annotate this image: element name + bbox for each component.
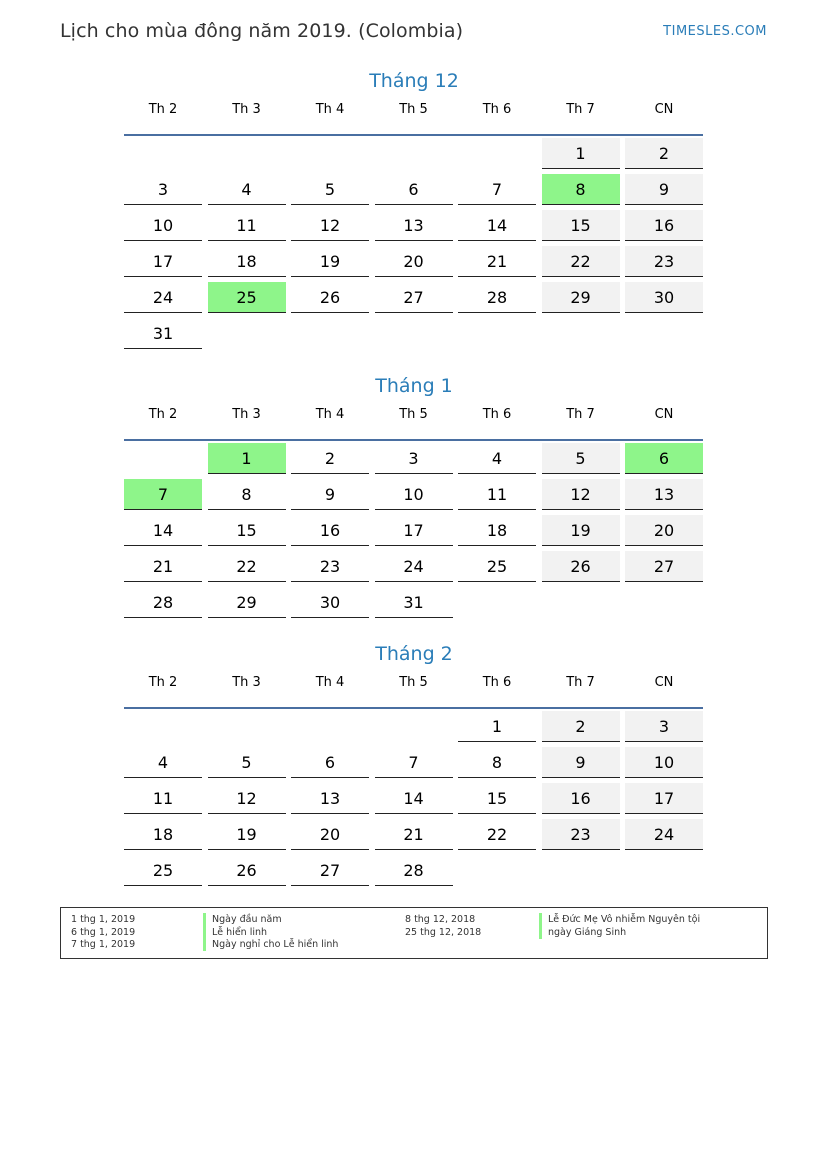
weekday-label: Th 6	[482, 407, 512, 422]
day-cell[interactable]: 17	[625, 783, 703, 814]
day-cell[interactable]: 4	[124, 747, 202, 778]
day-cell[interactable]: 13	[291, 783, 369, 814]
weekday-label: Th 2	[148, 102, 178, 117]
weekday-label: Th 2	[148, 407, 178, 422]
weekday-label: Th 7	[566, 102, 595, 117]
day-cell[interactable]: 22	[208, 551, 286, 582]
day-cell[interactable]: 10	[124, 210, 202, 241]
day-cell[interactable]: 7	[375, 747, 453, 778]
day-cell[interactable]: 6	[291, 747, 369, 778]
day-cell[interactable]: 21	[458, 246, 536, 277]
weekday-label: Th 7	[566, 675, 595, 690]
day-cell[interactable]: 14	[375, 783, 453, 814]
day-cell[interactable]: 13	[625, 479, 703, 510]
day-cell[interactable]: 18	[124, 819, 202, 850]
month-calendar	[124, 68, 704, 343]
day-cell[interactable]: 15	[542, 210, 620, 241]
weekday-header	[124, 407, 704, 437]
weekday-label: Th 5	[399, 102, 428, 117]
page-title: Lịch cho mùa đông năm 2019. (Colombia)	[60, 20, 464, 42]
day-cell[interactable]: 16	[625, 210, 703, 241]
day-cell[interactable]: 2	[291, 443, 369, 474]
weekday-label: Th 5	[399, 407, 428, 422]
day-cell[interactable]: 30	[625, 282, 703, 313]
legend-holiday-name: ngày Giáng Sinh	[539, 926, 626, 939]
day-cell[interactable]: 1	[542, 138, 620, 169]
day-cell[interactable]: 17	[375, 515, 453, 546]
brand-logo[interactable]: TIMESLES.COM	[663, 24, 767, 39]
weekday-label: CN	[654, 675, 674, 690]
day-cell[interactable]: 13	[375, 210, 453, 241]
day-cell[interactable]: 14	[458, 210, 536, 241]
day-cell[interactable]: 3	[625, 711, 703, 742]
day-cell[interactable]: 16	[542, 783, 620, 814]
day-cell[interactable]: 5	[208, 747, 286, 778]
header-divider	[124, 707, 703, 709]
weekday-label: Th 6	[482, 102, 512, 117]
day-cell[interactable]: 27	[625, 551, 703, 582]
day-cell[interactable]: 28	[124, 587, 202, 618]
day-cell[interactable]: 27	[375, 282, 453, 313]
month-title: Tháng 2	[375, 643, 453, 665]
month-title: Tháng 12	[369, 70, 459, 92]
day-cell[interactable]: 4	[458, 443, 536, 474]
day-cell[interactable]: 12	[208, 783, 286, 814]
day-cell[interactable]: 29	[542, 282, 620, 313]
day-cell[interactable]: 23	[291, 551, 369, 582]
day-cell[interactable]: 8	[458, 747, 536, 778]
day-cell[interactable]: 10	[625, 747, 703, 778]
day-cell[interactable]: 19	[208, 819, 286, 850]
day-cell[interactable]: 17	[124, 246, 202, 277]
day-cell[interactable]: 11	[208, 210, 286, 241]
day-cell[interactable]: 5	[291, 174, 369, 205]
day-cell[interactable]: 3	[375, 443, 453, 474]
weekday-header	[124, 102, 704, 132]
day-cell[interactable]: 18	[208, 246, 286, 277]
day-cell[interactable]: 9	[542, 747, 620, 778]
day-cell[interactable]: 3	[124, 174, 202, 205]
weekday-label: Th 2	[148, 675, 178, 690]
day-cell[interactable]: 26	[208, 855, 286, 886]
day-cell[interactable]: 21	[124, 551, 202, 582]
day-cell[interactable]: 11	[124, 783, 202, 814]
day-cell[interactable]: 31	[124, 318, 202, 349]
day-cell[interactable]: 31	[375, 587, 453, 618]
day-cell[interactable]: 1	[458, 711, 536, 742]
day-cell[interactable]: 8	[208, 479, 286, 510]
day-cell[interactable]: 21	[375, 819, 453, 850]
day-cell[interactable]: 24	[625, 819, 703, 850]
day-cell[interactable]: 15	[458, 783, 536, 814]
day-cell[interactable]: 16	[291, 515, 369, 546]
day-cell[interactable]: 24	[375, 551, 453, 582]
weekday-label: Th 4	[315, 675, 345, 690]
legend-date: 8 thg 12, 2018	[405, 914, 476, 925]
day-cell[interactable]: 30	[291, 587, 369, 618]
day-cell[interactable]: 20	[375, 246, 453, 277]
legend-holiday-name: Lễ hiển linh	[203, 926, 267, 939]
day-cell-holiday[interactable]: 7	[124, 479, 202, 510]
day-cell[interactable]: 22	[542, 246, 620, 277]
weekday-label: CN	[654, 407, 674, 422]
day-cell[interactable]: 10	[375, 479, 453, 510]
day-cell[interactable]: 2	[542, 711, 620, 742]
day-cell[interactable]: 18	[458, 515, 536, 546]
day-cell[interactable]: 6	[375, 174, 453, 205]
weekday-label: Th 3	[232, 102, 261, 117]
day-cell[interactable]: 25	[124, 855, 202, 886]
legend-date: 1 thg 1, 2019	[71, 914, 136, 925]
day-cell[interactable]: 19	[291, 246, 369, 277]
weekday-label: CN	[654, 102, 674, 117]
day-cell[interactable]: 9	[625, 174, 703, 205]
day-cell[interactable]: 2	[625, 138, 703, 169]
legend-holiday-name: Lễ Đức Mẹ Vô nhiễm Nguyên tội	[539, 913, 700, 926]
day-cell[interactable]: 5	[542, 443, 620, 474]
legend-holiday-name: Ngày nghỉ cho Lễ hiển linh	[203, 938, 338, 951]
weekday-header	[124, 675, 704, 705]
weekday-label: Th 4	[315, 407, 345, 422]
weekday-label: Th 3	[232, 407, 261, 422]
legend-date: 7 thg 1, 2019	[71, 939, 136, 950]
day-cell-holiday[interactable]: 25	[208, 282, 286, 313]
weekday-label: Th 7	[566, 407, 595, 422]
day-cell[interactable]: 4	[208, 174, 286, 205]
month-calendar	[124, 641, 704, 880]
day-cell[interactable]: 22	[458, 819, 536, 850]
day-cell[interactable]: 7	[458, 174, 536, 205]
day-cell[interactable]: 23	[625, 246, 703, 277]
day-cell[interactable]: 11	[458, 479, 536, 510]
weekday-label: Th 4	[315, 102, 345, 117]
day-cell[interactable]: 20	[625, 515, 703, 546]
header-divider	[124, 439, 703, 441]
day-cell[interactable]: 12	[291, 210, 369, 241]
day-cell[interactable]: 29	[208, 587, 286, 618]
day-cell[interactable]: 14	[124, 515, 202, 546]
day-cell[interactable]: 25	[458, 551, 536, 582]
legend-date: 25 thg 12, 2018	[405, 926, 482, 938]
legend-holiday-name: Ngày đầu năm	[203, 913, 282, 926]
day-cell[interactable]: 23	[542, 819, 620, 850]
day-cell[interactable]: 15	[208, 515, 286, 546]
day-cell[interactable]: 27	[291, 855, 369, 886]
weekday-label: Th 6	[482, 675, 512, 690]
day-cell[interactable]: 9	[291, 479, 369, 510]
weekday-label: Th 5	[399, 675, 428, 690]
month-title: Tháng 1	[375, 375, 453, 397]
header-divider	[124, 134, 703, 136]
day-cell[interactable]: 28	[458, 282, 536, 313]
holiday-legend	[60, 907, 768, 959]
month-calendar	[124, 373, 704, 612]
weekday-label: Th 3	[232, 675, 261, 690]
day-cell[interactable]: 20	[291, 819, 369, 850]
day-cell[interactable]: 24	[124, 282, 202, 313]
day-cell[interactable]: 26	[291, 282, 369, 313]
day-cell[interactable]: 26	[542, 551, 620, 582]
legend-date: 6 thg 1, 2019	[71, 926, 136, 938]
day-cell-holiday[interactable]: 1	[208, 443, 286, 474]
day-cell[interactable]: 19	[542, 515, 620, 546]
day-cell[interactable]: 12	[542, 479, 620, 510]
day-cell-holiday[interactable]: 6	[625, 443, 703, 474]
day-cell-holiday[interactable]: 8	[542, 174, 620, 205]
day-cell[interactable]: 28	[375, 855, 453, 886]
